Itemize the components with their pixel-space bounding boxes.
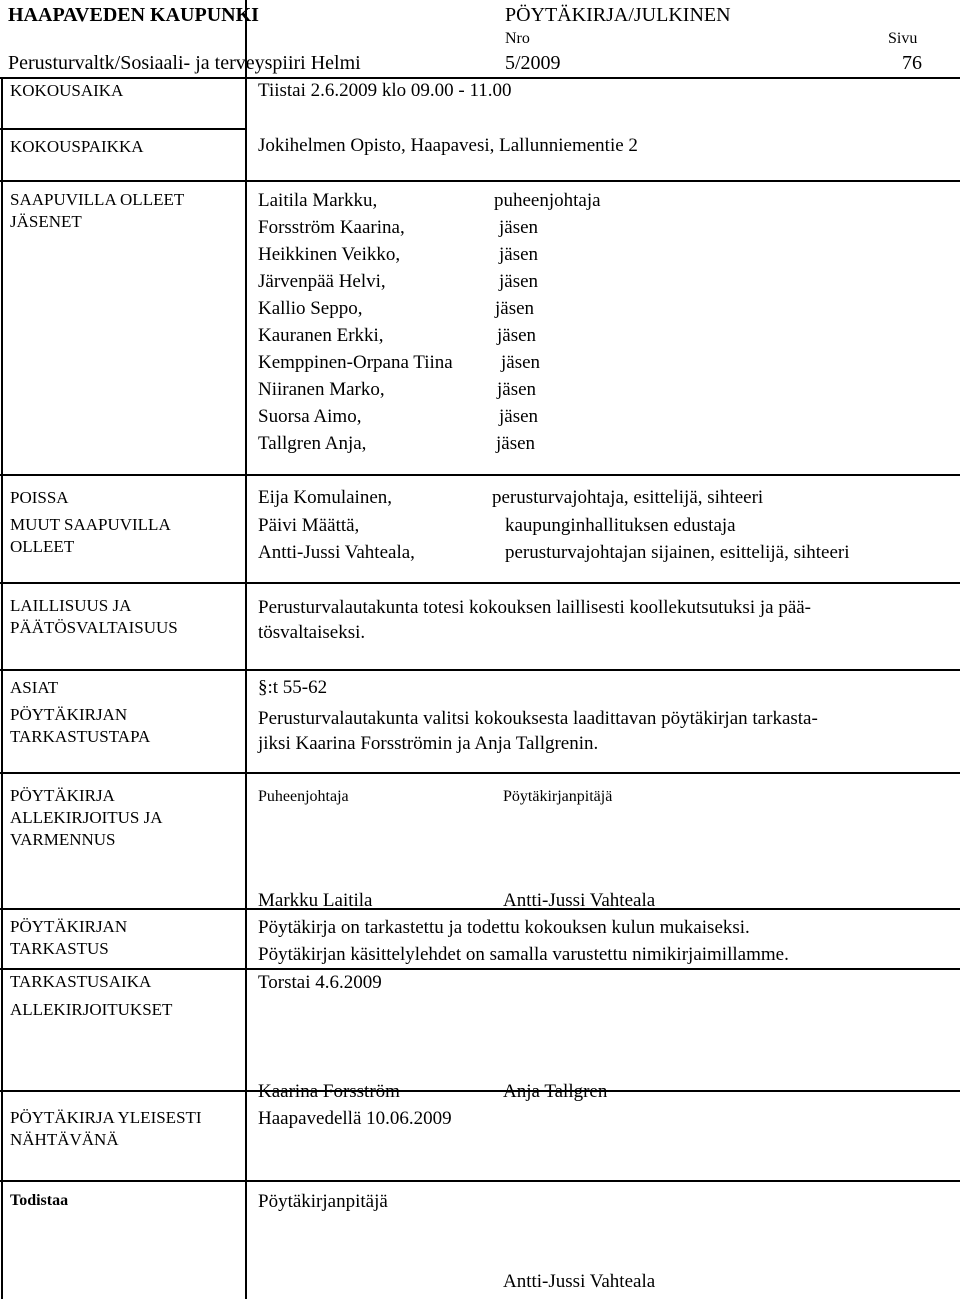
nahtavana-value: Haapavedellä 10.06.2009 <box>258 1108 452 1129</box>
nahtavana-label-line: NÄHTÄVÄNÄ <box>10 1130 119 1149</box>
examiner2-name: Anja Tallgren <box>503 1081 608 1102</box>
tarkastus-label-line: PÖYTÄKIRJAN <box>10 917 128 936</box>
member-role: jäsen <box>499 271 539 292</box>
member-role: puheenjohtaja <box>494 190 601 211</box>
secretary-role: Pöytäkirjanpitäjä <box>503 788 613 805</box>
chairman-role: Puheenjohtaja <box>258 788 349 805</box>
row-divider <box>0 77 960 79</box>
muut-label-line: OLLEET <box>10 537 75 556</box>
document-type: PÖYTÄKIRJA/JULKINEN <box>505 4 731 26</box>
kokousaika-value: Tiistai 2.6.2009 klo 09.00 - 11.00 <box>258 80 512 101</box>
member-name: Kemppinen-Orpana Tiina <box>258 352 453 373</box>
muut-role: kaupunginhallituksen edustaja <box>505 515 736 536</box>
tarkastustapa-text: jiksi Kaarina Forsströmin ja Anja Tallgrenin. <box>258 733 599 754</box>
poissa-role: perusturvajohtaja, esittelijä, sihteeri <box>492 487 764 508</box>
nro-label: Nro <box>505 30 530 47</box>
column-divider <box>245 0 247 1299</box>
member-name: Forsström Kaarina, <box>258 217 405 238</box>
member-role: jäsen <box>499 406 539 427</box>
tarkastustapa-label-line: PÖYTÄKIRJAN <box>10 705 128 724</box>
laillisuus-label-line: LAILLISUUS JA <box>10 596 132 615</box>
tarkastustapa-label-line: TARKASTUSTAPA <box>10 727 151 746</box>
allekirjoitus-label-line: PÖYTÄKIRJA <box>10 786 115 805</box>
muut-label-line: MUUT SAAPUVILLA <box>10 515 171 534</box>
chairman-name: Markku Laitila <box>258 890 373 911</box>
tarkastustapa-text: Perusturvalautakunta valitsi kokouksesta laadittavan pöytäkirjan tarkasta- <box>258 708 818 729</box>
muut-label <box>10 514 242 558</box>
row-divider <box>0 908 960 910</box>
row-divider <box>0 772 960 774</box>
member-name: Järvenpää Helvi, <box>258 271 386 292</box>
row-divider <box>0 128 245 130</box>
page-number: 76 <box>902 52 922 74</box>
row-divider <box>0 968 960 970</box>
kokouspaikka-label: KOKOUSPAIKKA <box>10 137 144 156</box>
muut-role: perusturvajohtajan sijainen, esittelijä, sihteeri <box>505 542 850 563</box>
tarkastusaika-label: TARKASTUSAIKA <box>10 972 152 991</box>
asiat-label: ASIAT <box>10 678 59 697</box>
member-name: Laitila Markku, <box>258 190 378 211</box>
tarkastus-text: Pöytäkirja on tarkastettu ja todettu kokouksen kulun mukaiseksi. <box>258 917 750 938</box>
poissa-label: POISSA <box>10 488 69 507</box>
row-divider <box>0 1090 960 1092</box>
document-number: 5/2009 <box>505 52 561 74</box>
muut-name: Päivi Määttä, <box>258 515 360 536</box>
row-divider <box>0 582 960 584</box>
member-name: Heikkinen Veikko, <box>258 244 401 265</box>
left-border <box>1 77 3 1299</box>
row-divider <box>0 1180 960 1182</box>
kokousaika-label: KOKOUSAIKA <box>10 81 124 100</box>
member-role: jäsen <box>499 244 539 265</box>
member-name: Kauranen Erkki, <box>258 325 384 346</box>
member-role: jäsen <box>497 325 537 346</box>
laillisuus-text: Perusturvalautakunta totesi kokouksen laillisesti koollekutsutuksi ja pää- <box>258 597 812 618</box>
asiat-value: §:t 55-62 <box>258 677 328 698</box>
laillisuus-text: tösvaltaiseksi. <box>258 622 366 643</box>
allekirjoitukset-label: ALLEKIRJOITUKSET <box>10 1000 173 1019</box>
poissa-name: Eija Komulainen, <box>258 487 393 508</box>
kokouspaikka-value: Jokihelmen Opisto, Haapavesi, Lallunniementie 2 <box>258 135 638 156</box>
allekirjoitus-label <box>10 785 242 851</box>
unit-name: Perusturvaltk/Sosiaali- ja terveyspiiri Helmi <box>8 52 361 74</box>
laillisuus-label-line: PÄÄTÖSVALTAISUUS <box>10 618 178 637</box>
todistaa-role: Pöytäkirjanpitäjä <box>258 1191 388 1212</box>
nahtavana-label <box>10 1107 242 1151</box>
tarkastusaika-value: Torstai 4.6.2009 <box>258 972 382 993</box>
tarkastus-label-line: TARKASTUS <box>10 939 109 958</box>
member-role: jäsen <box>496 433 536 454</box>
org-name: HAAPAVEDEN KAUPUNKI <box>8 4 259 26</box>
allekirjoitus-label-line: ALLEKIRJOITUS JA <box>10 808 163 827</box>
members-label-line: SAAPUVILLA OLLEET <box>10 190 185 209</box>
secretary-name: Antti-Jussi Vahteala <box>503 890 656 911</box>
sivu-label: Sivu <box>888 30 918 47</box>
examiner1-name: Kaarina Forsström <box>258 1081 400 1102</box>
member-role: jäsen <box>501 352 541 373</box>
row-divider <box>0 669 960 671</box>
tarkastus-label <box>10 916 242 960</box>
laillisuus-label <box>10 595 242 639</box>
todistaa-label: Todistaa <box>10 1192 69 1209</box>
muut-name: Antti-Jussi Vahteala, <box>258 542 415 563</box>
member-name: Tallgren Anja, <box>258 433 367 454</box>
members-label-line: JÄSENET <box>10 212 82 231</box>
member-name: Niiranen Marko, <box>258 379 385 400</box>
row-divider <box>0 474 960 476</box>
nahtavana-label-line: PÖYTÄKIRJA YLEISESTI <box>10 1108 202 1127</box>
tarkastus-text: Pöytäkirjan käsittelylehdet on samalla varustettu nimikirjaimillamme. <box>258 944 789 965</box>
todistaa-name: Antti-Jussi Vahteala <box>503 1271 656 1292</box>
member-role: jäsen <box>499 217 539 238</box>
row-divider <box>0 180 960 182</box>
member-role: jäsen <box>495 298 535 319</box>
tarkastustapa-label <box>10 704 242 748</box>
member-name: Suorsa Aimo, <box>258 406 362 427</box>
member-name: Kallio Seppo, <box>258 298 363 319</box>
member-role: jäsen <box>497 379 537 400</box>
allekirjoitus-label-line: VARMENNUS <box>10 830 116 849</box>
members-label <box>10 189 242 233</box>
